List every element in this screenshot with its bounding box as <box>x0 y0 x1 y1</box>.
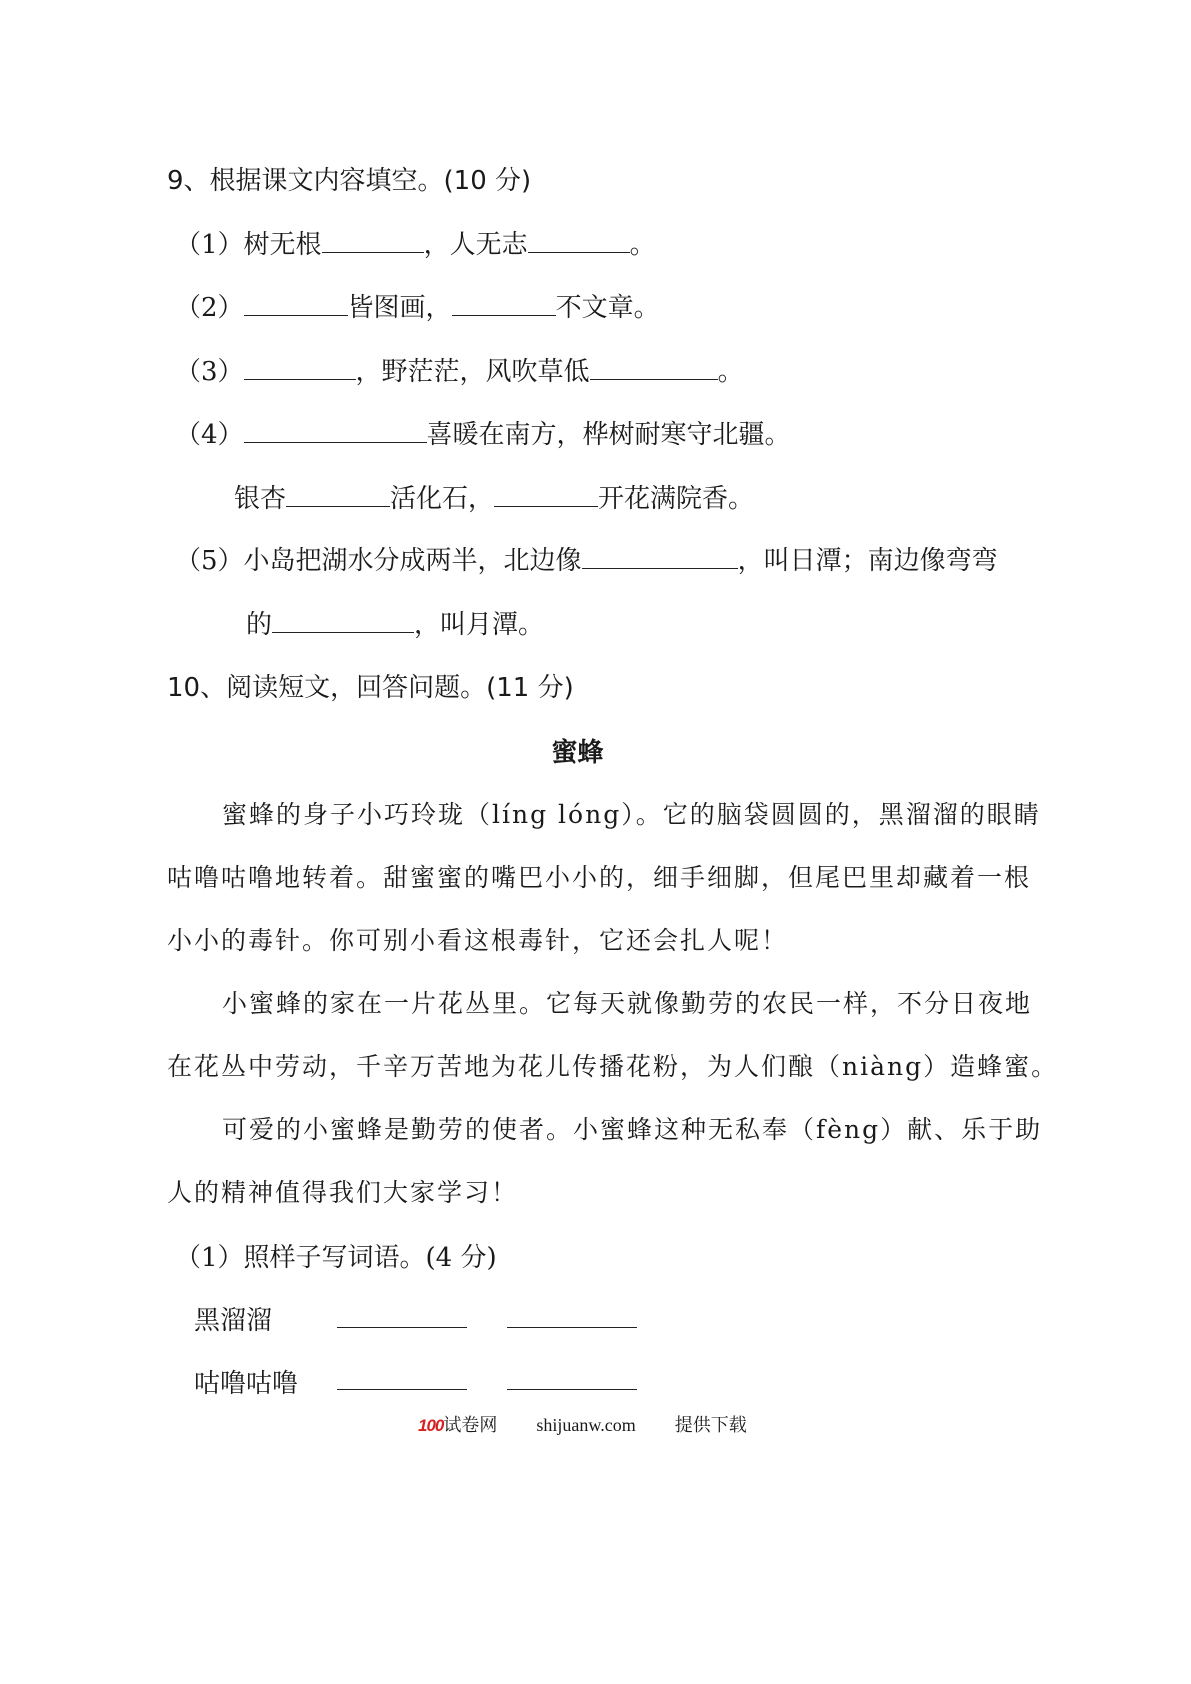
site-domain[interactable]: shijuanw.com <box>536 1415 636 1435</box>
item-text: 。 <box>629 230 656 260</box>
answer-blank[interactable] <box>337 1327 467 1328</box>
item-text: 皆图画， <box>347 293 452 323</box>
item-text: 的 <box>246 610 273 640</box>
answer-blank[interactable] <box>507 1389 637 1390</box>
item-text: ，叫月潭。 <box>414 610 545 640</box>
item-number: （4） <box>175 420 244 450</box>
answer-blank[interactable] <box>494 484 598 507</box>
answer-blank[interactable] <box>582 546 738 569</box>
answer-blank[interactable] <box>590 357 718 380</box>
q9-item-2 <box>175 287 660 324</box>
item-text: 树无根 <box>243 230 322 260</box>
example-word: 咕噜咕噜 <box>194 1369 299 1399</box>
item-text: 小岛把湖水分成两半，北边像 <box>243 546 582 576</box>
item-number: （5） <box>175 546 244 576</box>
item-text: 不文章。 <box>555 293 660 323</box>
q10-sub1-prompt: （1）照样子写词语。(4 分) <box>175 1243 497 1273</box>
item-text: ，人无志 <box>423 230 528 260</box>
answer-blank[interactable] <box>528 230 630 253</box>
item-number: （3） <box>175 357 244 387</box>
q9-item-5-line-2 <box>246 604 544 641</box>
item-text: ，叫日潭；南边像弯弯 <box>737 546 998 576</box>
passage-line: 可爱的小蜜蜂是勤劳的使者。小蜜蜂这种无私奉（fèng）献、乐于助 <box>222 1115 1043 1144</box>
footer-note: 提供下载 <box>674 1415 747 1435</box>
answer-blank[interactable] <box>322 230 424 253</box>
passage-line: 在花丛中劳动，千辛万苦地为花儿传播花粉，为人们酿（niàng）造蜂蜜。 <box>167 1052 1059 1081</box>
item-text: 。 <box>717 357 744 387</box>
item-text: 银杏 <box>234 484 287 514</box>
q9-item-4-line-2 <box>234 478 754 515</box>
answer-blank[interactable] <box>452 293 556 316</box>
answer-blank[interactable] <box>272 610 414 633</box>
item-text: ，野茫茫，风吹草低 <box>355 357 590 387</box>
passage-line: 蜜蜂的身子小巧玲珑（líng lóng）。它的脑袋圆圆的，黑溜溜的眼睛 <box>222 800 1041 829</box>
site-logo: 100 <box>418 1416 444 1435</box>
q9-item-4 <box>175 414 791 451</box>
item-text: 活化石， <box>390 484 495 514</box>
q10-heading: 10、阅读短文，回答问题。(11 分) <box>167 673 574 703</box>
passage-line: 人的精神值得我们大家学习！ <box>167 1178 519 1207</box>
answer-blank[interactable] <box>286 484 390 507</box>
item-text: 喜暖在南方，桦树耐寒守北疆。 <box>426 420 791 450</box>
q9-heading: 9、根据课文内容填空。(10 分) <box>167 166 532 196</box>
passage-line: 咕噜咕噜地转着。甜蜜蜜的嘴巴小小的，细手细脚，但尾巴里却藏着一根 <box>167 863 1032 892</box>
item-number: （2） <box>175 293 244 323</box>
answer-blank[interactable] <box>507 1327 637 1328</box>
item-text: 开花满院香。 <box>598 484 755 514</box>
passage-line: 小蜜蜂的家在一片花丛里。它每天就像勤劳的农民一样，不分日夜地 <box>222 989 1033 1018</box>
q9-item-3 <box>175 351 744 388</box>
item-number: （1） <box>175 230 244 260</box>
q9-item-5 <box>175 540 998 577</box>
site-name: 试卷网 <box>443 1415 498 1435</box>
answer-blank[interactable] <box>244 420 427 443</box>
answer-blank[interactable] <box>337 1389 467 1390</box>
passage-title: 蜜蜂 <box>551 738 604 768</box>
q9-item-1 <box>175 224 656 261</box>
footer <box>418 1411 747 1437</box>
answer-blank[interactable] <box>244 293 348 316</box>
passage-line: 小小的毒针。你可别小看这根毒针，它还会扎人呢！ <box>167 926 789 955</box>
answer-blank[interactable] <box>244 357 356 380</box>
example-word: 黑溜溜 <box>194 1306 273 1336</box>
